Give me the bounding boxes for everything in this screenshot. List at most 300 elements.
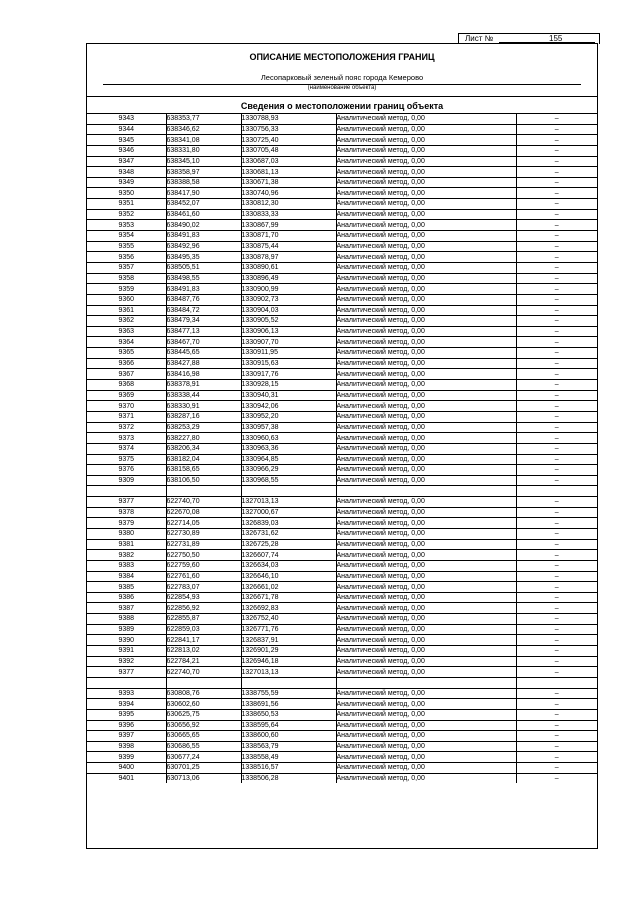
table-row <box>87 358 597 369</box>
description-cell: – <box>516 167 597 178</box>
method-accuracy-cell: Аналитический метод, 0,00 <box>336 380 516 391</box>
method-accuracy-cell: Аналитический метод, 0,00 <box>336 411 516 422</box>
table-row <box>87 433 597 444</box>
point-number-cell: 9396 <box>87 720 166 731</box>
method-accuracy-cell: Аналитический метод, 0,00 <box>336 199 516 210</box>
description-cell: – <box>516 656 597 667</box>
description-cell: – <box>516 539 597 550</box>
x-coordinate-cell: 638505,51 <box>166 262 241 273</box>
y-coordinate-cell: 1330890,61 <box>241 262 336 273</box>
point-number-cell: 9354 <box>87 231 166 242</box>
table-row <box>87 582 597 593</box>
point-number-cell: 9372 <box>87 422 166 433</box>
x-coordinate-cell: 622859,03 <box>166 624 241 635</box>
x-coordinate-cell: 638477,13 <box>166 326 241 337</box>
description-cell: – <box>516 582 597 593</box>
x-coordinate-cell: 630602,60 <box>166 699 241 710</box>
description-cell: – <box>554 775 559 783</box>
x-coordinate-cell: 638253,29 <box>166 422 241 433</box>
method-accuracy-cell: Аналитический метод, 0,00 <box>336 369 516 380</box>
method-accuracy-cell: Аналитический метод, 0,00 <box>336 667 516 678</box>
y-coordinate-cell: 1326725,28 <box>241 539 336 550</box>
description-cell: – <box>516 528 597 539</box>
method-accuracy-cell: Аналитический метод, 0,00 <box>336 635 516 646</box>
point-number-cell: 9387 <box>87 603 166 614</box>
x-coordinate-cell: 638388,58 <box>166 177 241 188</box>
x-coordinate-cell: 638206,34 <box>166 443 241 454</box>
method-accuracy-cell: Аналитический метод, 0,00 <box>336 114 516 124</box>
y-coordinate-cell: 1330681,13 <box>241 167 336 178</box>
point-number-cell: 9383 <box>87 560 166 571</box>
method-accuracy-cell: Аналитический метод, 0,00 <box>336 507 516 518</box>
x-coordinate-cell: 638227,80 <box>166 433 241 444</box>
description-cell: – <box>516 380 597 391</box>
point-number-cell: 9388 <box>87 614 166 625</box>
method-accuracy-cell: Аналитический метод, 0,00 <box>336 571 516 582</box>
table-row <box>87 763 597 774</box>
point-number-cell: 9366 <box>87 358 166 369</box>
point-number-cell: 9351 <box>87 199 166 210</box>
point-number-cell: 9392 <box>87 656 166 667</box>
description-cell <box>516 486 597 497</box>
method-accuracy-cell: Аналитический метод, 0,00 <box>336 699 516 710</box>
table-row <box>87 380 597 391</box>
method-accuracy-cell: Аналитический метод, 0,00 <box>336 688 516 699</box>
description-cell: – <box>516 390 597 401</box>
description-cell: – <box>516 624 597 635</box>
description-cell: – <box>516 337 597 348</box>
method-accuracy-cell: Аналитический метод, 0,00 <box>336 273 516 284</box>
y-coordinate-cell: 1330964,85 <box>241 454 336 465</box>
y-coordinate-cell: 1330875,44 <box>241 241 336 252</box>
description-cell: – <box>516 273 597 284</box>
x-coordinate-cell: 622761,60 <box>166 571 241 582</box>
method-accuracy-cell: Аналитический метод, 0,00 <box>336 560 516 571</box>
table-row <box>87 465 597 476</box>
y-coordinate-cell: 1327013,13 <box>241 497 336 508</box>
y-coordinate-cell: 1326837,91 <box>241 635 336 646</box>
y-coordinate-cell: 1330867,99 <box>241 220 336 231</box>
description-cell: – <box>516 433 597 444</box>
x-coordinate-cell: 622731,89 <box>166 539 241 550</box>
point-number-cell: 9360 <box>87 294 166 305</box>
x-coordinate-cell: 638358,97 <box>166 167 241 178</box>
description-cell: – <box>516 497 597 508</box>
table-row <box>87 135 597 146</box>
table-row <box>87 305 597 316</box>
description-cell: – <box>516 635 597 646</box>
table-row <box>87 145 597 156</box>
method-accuracy-cell: Аналитический метод, 0,00 <box>336 646 516 657</box>
x-coordinate-cell: 638487,76 <box>166 294 241 305</box>
y-coordinate-cell: 1330911,95 <box>241 348 336 359</box>
point-number-cell: 9357 <box>87 262 166 273</box>
description-cell: – <box>516 731 597 742</box>
y-coordinate-cell: 1330900,99 <box>241 284 336 295</box>
point-number-cell: 9364 <box>87 337 166 348</box>
point-number-cell: 9352 <box>87 209 166 220</box>
y-coordinate-cell: 1326661,02 <box>241 582 336 593</box>
method-accuracy-cell: Аналитический метод, 0,00 <box>336 326 516 337</box>
description-cell: – <box>516 592 597 603</box>
method-accuracy-cell: Аналитический метод, 0,00 <box>336 465 516 476</box>
description-cell: – <box>516 518 597 529</box>
coordinates-table <box>87 114 597 783</box>
x-coordinate-cell: 630701,25 <box>166 763 241 774</box>
method-accuracy-cell: Аналитический метод, 0,00 <box>336 358 516 369</box>
description-cell: – <box>516 560 597 571</box>
y-coordinate-cell: 1330952,20 <box>241 411 336 422</box>
table-row <box>87 401 597 412</box>
x-coordinate-cell: 630808,76 <box>166 688 241 699</box>
method-accuracy-cell: Аналитический метод, 0,00 <box>336 337 516 348</box>
description-cell: – <box>516 262 597 273</box>
y-coordinate-cell: 1338558,49 <box>241 752 336 763</box>
method-accuracy-cell: Аналитический метод, 0,00 <box>336 443 516 454</box>
table-row <box>87 231 597 242</box>
method-accuracy-cell: Аналитический метод, 0,00 <box>336 582 516 593</box>
method-accuracy-cell: Аналитический метод, 0,00 <box>336 284 516 295</box>
method-accuracy-cell <box>336 677 516 688</box>
description-cell: – <box>516 326 597 337</box>
document-frame <box>86 43 598 849</box>
description-cell: – <box>516 614 597 625</box>
point-number-cell: 9373 <box>87 433 166 444</box>
table-row <box>87 667 597 678</box>
point-number-cell: 9367 <box>87 369 166 380</box>
x-coordinate-cell: 638452,07 <box>166 199 241 210</box>
method-accuracy-cell: Аналитический метод, 0,00 <box>336 475 516 486</box>
x-coordinate-cell: 638417,90 <box>166 188 241 199</box>
x-coordinate-cell: 630686,55 <box>166 741 241 752</box>
method-accuracy-cell: Аналитический метод, 0,00 <box>336 731 516 742</box>
method-accuracy-cell: Аналитический метод, 0,00 <box>336 741 516 752</box>
point-number-cell: 9376 <box>87 465 166 476</box>
x-coordinate-cell: 622714,05 <box>166 518 241 529</box>
method-accuracy-cell: Аналитический метод, 0,00 <box>336 156 516 167</box>
description-cell: – <box>516 209 597 220</box>
y-coordinate-cell: 1330756,33 <box>241 124 336 135</box>
y-coordinate-cell: 1330687,03 <box>241 156 336 167</box>
x-coordinate-cell: 622784,21 <box>166 656 241 667</box>
point-number-cell: 9346 <box>87 145 166 156</box>
y-coordinate-cell: 1330906,13 <box>241 326 336 337</box>
method-accuracy-cell: Аналитический метод, 0,00 <box>336 135 516 146</box>
description-cell: – <box>516 369 597 380</box>
table-row <box>87 656 597 667</box>
method-accuracy-cell: Аналитический метод, 0,00 <box>336 518 516 529</box>
description-cell: – <box>516 252 597 263</box>
description-cell: – <box>516 284 597 295</box>
y-coordinate-cell: 1326646,10 <box>241 571 336 582</box>
y-coordinate-cell: 1326752,40 <box>241 614 336 625</box>
point-number-cell: 9386 <box>87 592 166 603</box>
method-accuracy-cell: Аналитический метод, 0,00 <box>336 188 516 199</box>
method-accuracy-cell: Аналитический метод, 0,00 <box>336 316 516 327</box>
table-row <box>87 337 597 348</box>
table-row <box>87 252 597 263</box>
method-accuracy-cell <box>336 486 516 497</box>
method-accuracy-cell: Аналитический метод, 0,00 <box>336 220 516 231</box>
y-coordinate-cell: 1330966,29 <box>241 465 336 476</box>
table-row <box>87 688 597 699</box>
point-number-cell: 9377 <box>87 667 166 678</box>
y-coordinate-cell: 1326901,29 <box>241 646 336 657</box>
table-row <box>87 454 597 465</box>
description-cell: – <box>516 709 597 720</box>
y-coordinate-cell: 1326731,62 <box>241 528 336 539</box>
y-coordinate-cell: 1326634,03 <box>241 560 336 571</box>
y-coordinate-cell: 1330725,40 <box>241 135 336 146</box>
point-number-cell <box>87 486 166 497</box>
method-accuracy-cell: Аналитический метод, 0,00 <box>336 252 516 263</box>
table-row <box>87 167 597 178</box>
y-coordinate-cell: 1330942,06 <box>241 401 336 412</box>
method-accuracy-cell: Аналитический метод, 0,00 <box>336 294 516 305</box>
x-coordinate-cell: 622854,93 <box>166 592 241 603</box>
description-cell: – <box>516 475 597 486</box>
x-coordinate-cell: 622670,08 <box>166 507 241 518</box>
point-number-cell: 9363 <box>87 326 166 337</box>
point-number-cell: 9400 <box>87 763 166 774</box>
x-coordinate-cell: 638495,35 <box>166 252 241 263</box>
x-coordinate-cell: 622856,92 <box>166 603 241 614</box>
x-coordinate-cell: 638416,98 <box>166 369 241 380</box>
table-row <box>87 241 597 252</box>
point-number-cell <box>87 677 166 688</box>
description-cell: – <box>516 454 597 465</box>
table-row <box>87 603 597 614</box>
x-coordinate-cell: 638484,72 <box>166 305 241 316</box>
description-cell: – <box>516 443 597 454</box>
point-number-cell: 9371 <box>87 411 166 422</box>
y-coordinate-cell: 1330896,49 <box>241 273 336 284</box>
table-row <box>87 592 597 603</box>
y-coordinate-cell: 1330968,55 <box>241 475 336 486</box>
description-cell: – <box>516 305 597 316</box>
table-row <box>87 571 597 582</box>
y-coordinate-cell: 1338506,28 <box>241 773 336 783</box>
point-number-cell: 9343 <box>87 114 166 124</box>
x-coordinate-cell: 622855,87 <box>166 614 241 625</box>
x-coordinate-cell: 638479,34 <box>166 316 241 327</box>
point-number-cell: 9347 <box>87 156 166 167</box>
table-row <box>87 294 597 305</box>
y-coordinate-cell: 1330928,15 <box>241 380 336 391</box>
x-coordinate-cell: 638182,04 <box>166 454 241 465</box>
method-accuracy-cell: Аналитический метод, 0,00 <box>336 241 516 252</box>
point-number-cell: 9359 <box>87 284 166 295</box>
y-coordinate-cell: 1338563,79 <box>241 741 336 752</box>
y-coordinate-cell: 1330788,93 <box>241 114 336 124</box>
point-number-cell: 9390 <box>87 635 166 646</box>
description-cell: – <box>516 422 597 433</box>
description-cell: – <box>516 763 597 774</box>
x-coordinate-cell: 630665,65 <box>166 731 241 742</box>
y-coordinate-cell: 1326692,83 <box>241 603 336 614</box>
table-row <box>87 741 597 752</box>
table-row <box>87 635 597 646</box>
y-coordinate-cell: 1326946,18 <box>241 656 336 667</box>
method-accuracy-cell: Аналитический метод, 0,00 <box>336 528 516 539</box>
table-row <box>87 507 597 518</box>
description-cell: – <box>516 358 597 369</box>
sheet-label: Лист № <box>465 34 494 43</box>
method-accuracy-cell: Аналитический метод, 0,00 <box>336 231 516 242</box>
point-number-cell: 9344 <box>87 124 166 135</box>
x-coordinate-cell: 638331,80 <box>166 145 241 156</box>
table-row <box>87 528 597 539</box>
point-number-cell: 9374 <box>87 443 166 454</box>
y-coordinate-cell <box>241 677 336 688</box>
description-cell: – <box>516 294 597 305</box>
point-number-cell: 9399 <box>87 752 166 763</box>
description-cell: – <box>516 571 597 582</box>
description-cell: – <box>516 124 597 135</box>
point-number-cell: 9358 <box>87 273 166 284</box>
table-row <box>87 624 597 635</box>
method-accuracy-cell: Аналитический метод, 0,00 <box>336 720 516 731</box>
description-cell: – <box>516 465 597 476</box>
description-cell: – <box>516 646 597 657</box>
method-accuracy-cell: Аналитический метод, 0,00 <box>336 262 516 273</box>
x-coordinate-cell: 638492,96 <box>166 241 241 252</box>
description-cell: – <box>516 401 597 412</box>
method-accuracy-cell: Аналитический метод, 0,00 <box>336 348 516 359</box>
description-cell: – <box>516 135 597 146</box>
point-number-cell: 9345 <box>87 135 166 146</box>
table-row <box>87 199 597 210</box>
description-cell: – <box>516 720 597 731</box>
table-row <box>87 348 597 359</box>
description-cell: – <box>516 177 597 188</box>
description-cell: – <box>516 199 597 210</box>
method-accuracy-cell: Аналитический метод, 0,00 <box>336 497 516 508</box>
method-accuracy-cell: Аналитический метод, 0,00 <box>336 614 516 625</box>
x-coordinate-cell: 622783,07 <box>166 582 241 593</box>
table-row <box>87 518 597 529</box>
x-coordinate-cell: 638491,83 <box>166 284 241 295</box>
point-number-cell: 9380 <box>87 528 166 539</box>
x-coordinate-cell: 622740,70 <box>166 497 241 508</box>
x-coordinate-cell: 622759,60 <box>166 560 241 571</box>
y-coordinate-cell: 1326671,78 <box>241 592 336 603</box>
y-coordinate-cell: 1330907,70 <box>241 337 336 348</box>
table-row <box>87 773 597 783</box>
y-coordinate-cell: 1330917,76 <box>241 369 336 380</box>
method-accuracy-cell: Аналитический метод, 0,00 <box>336 624 516 635</box>
description-cell <box>516 677 597 688</box>
y-coordinate-cell: 1327000,67 <box>241 507 336 518</box>
sheet-number: 155 <box>549 34 563 43</box>
point-number-cell: 9381 <box>87 539 166 550</box>
x-coordinate-cell <box>166 677 241 688</box>
document-title: ОПИСАНИЕ МЕСТОПОЛОЖЕНИЯ ГРАНИЦ <box>249 52 435 62</box>
table-row <box>87 752 597 763</box>
description-cell: – <box>516 699 597 710</box>
table-row <box>87 262 597 273</box>
table-row <box>87 188 597 199</box>
object-name: Лесопарковый зеленый пояс города Кемерово <box>260 73 424 82</box>
description-cell: – <box>516 316 597 327</box>
method-accuracy-cell: Аналитический метод, 0,00 <box>336 177 516 188</box>
description-cell: – <box>516 688 597 699</box>
x-coordinate-cell: 638287,16 <box>166 411 241 422</box>
y-coordinate-cell: 1330878,97 <box>241 252 336 263</box>
method-accuracy-cell: Аналитический метод, 0,00 <box>336 454 516 465</box>
method-accuracy-cell: Аналитический метод, 0,00 <box>336 656 516 667</box>
table-row <box>87 720 597 731</box>
point-number-cell: 9397 <box>87 731 166 742</box>
description-cell: – <box>516 550 597 561</box>
point-number-cell: 9389 <box>87 624 166 635</box>
x-coordinate-cell: 638498,55 <box>166 273 241 284</box>
method-accuracy-cell: Аналитический метод, 0,00 <box>336 401 516 412</box>
y-coordinate-cell: 1326771,76 <box>241 624 336 635</box>
x-coordinate-cell: 638158,65 <box>166 465 241 476</box>
point-number-cell: 9353 <box>87 220 166 231</box>
method-accuracy-cell: Аналитический метод, 0,00 <box>336 390 516 401</box>
point-number-cell: 9384 <box>87 571 166 582</box>
point-number-cell: 9368 <box>87 380 166 391</box>
method-accuracy-cell: Аналитический метод, 0,00 <box>336 763 516 774</box>
x-coordinate-cell: 638341,08 <box>166 135 241 146</box>
x-coordinate-cell: 638427,88 <box>166 358 241 369</box>
description-cell: – <box>516 188 597 199</box>
x-coordinate-cell: 638461,60 <box>166 209 241 220</box>
point-number-cell: 9348 <box>87 167 166 178</box>
description-cell: – <box>516 114 597 124</box>
point-number-cell: 9355 <box>87 241 166 252</box>
y-coordinate-cell: 1338650,53 <box>241 709 336 720</box>
table-row <box>87 209 597 220</box>
description-cell: – <box>516 220 597 231</box>
method-accuracy-cell: Аналитический метод, 0,00 <box>336 550 516 561</box>
table-row <box>87 677 597 688</box>
point-number-cell: 9395 <box>87 709 166 720</box>
x-coordinate-cell: 638490,02 <box>166 220 241 231</box>
table-row <box>87 443 597 454</box>
x-coordinate-cell <box>166 486 241 497</box>
table-row <box>87 731 597 742</box>
table-row <box>87 550 597 561</box>
description-cell: – <box>516 145 597 156</box>
y-coordinate-cell: 1338600,60 <box>241 731 336 742</box>
point-number-cell: 9349 <box>87 177 166 188</box>
table-row <box>87 614 597 625</box>
y-coordinate-cell: 1330904,03 <box>241 305 336 316</box>
point-number-cell: 9375 <box>87 454 166 465</box>
x-coordinate-cell: 638378,91 <box>166 380 241 391</box>
y-coordinate-cell: 1330671,38 <box>241 177 336 188</box>
x-coordinate-cell: 630677,24 <box>166 752 241 763</box>
y-coordinate-cell: 1338755,59 <box>241 688 336 699</box>
table-row <box>87 273 597 284</box>
x-coordinate-cell: 622750,50 <box>166 550 241 561</box>
description-cell: – <box>516 603 597 614</box>
method-accuracy-cell: Аналитический метод, 0,00 <box>336 539 516 550</box>
method-accuracy-cell: Аналитический метод, 0,00 <box>336 422 516 433</box>
point-number-cell: 9362 <box>87 316 166 327</box>
point-number-cell: 9398 <box>87 741 166 752</box>
y-coordinate-cell: 1330705,48 <box>241 145 336 156</box>
y-coordinate-cell: 1330905,52 <box>241 316 336 327</box>
point-number-cell: 9370 <box>87 401 166 412</box>
y-coordinate-cell: 1330957,38 <box>241 422 336 433</box>
coordinates-table-body <box>87 114 597 783</box>
point-number-cell: 9382 <box>87 550 166 561</box>
point-number-cell: 9394 <box>87 699 166 710</box>
